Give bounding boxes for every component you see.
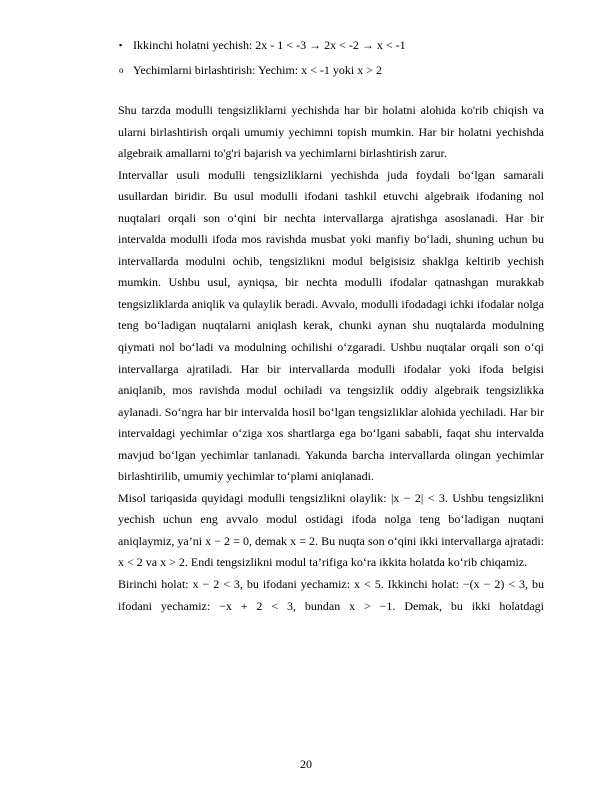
bullet-text: Yechimlarni birlashtirish: Yechim: x < -1 yoki x > 2	[133, 63, 382, 77]
paragraph-cases: Birinchi holat: x − 2 < 3, bu ifodani yechamiz: x < 5. Ikkinchi holat: −(x − 2) < 3, bu ifodani yechamiz: −x + 2 < 3, bundan x > −1. Demak, bu ikki holatdagi	[118, 577, 544, 613]
bullet-item-combine-solutions	[119, 63, 579, 77]
paragraph-example: Misol tariqasida quyidagi modulli tengsizlikni olaylik: |x − 2| < 3. Ushbu tengsizlikni yechish uchun eng avvalo modul ostidagi ifoda nolga teng bo‘ladigan nuqtani aniqlaymiz, ya’ni x − 2 = 0, demak x = 2. Bu nuqta son o‘qini ikki intervallarga ajratadi: x < 2 va x > 2. Endi tengsizlikni modul ta’rifiga ko‘ra ikkita holatda ko‘rib chiqamiz.	[118, 490, 544, 570]
body-text	[118, 100, 544, 617]
square-bullet-icon: ▪	[119, 40, 123, 50]
paragraph-summary: Shu tarzda modulli tengsizliklarni yechishda har bir holatni alohida ko'rib chiqish va ularni birlashtirish orqali umumiy yechimni topish mumkin. Har bir holatni yechishda algebraik amallarni to'g'ri bajarish va yechimlarni birlashtirish zarur.	[118, 103, 544, 161]
page-number: 20	[300, 757, 312, 771]
bullet-item-second-case	[119, 38, 579, 52]
bullet-text: Ikkinchi holatni yechish: 2x - 1 < -3 → 2x < -2 → x < -1	[133, 38, 406, 52]
circle-bullet-icon: o	[119, 65, 124, 75]
paragraph-interval-method: Intervallar usuli modulli tengsizliklarni yechishda juda foydali bo‘lgan samarali usullardan biridir. Bu usul modulli ifodani tashkil etuvchi algebraik ifodaning nol nuqtalari orqali son o‘qini bir nechta intervallarga ajratishga asoslanadi. Har bir intervalda modulli ifoda mos ravishda musbat yoki manfiy bo‘ladi, shuning uchun bu intervallarda modulni ochib, tengsizlikni modul belgisisiz shaklga keltirib yechish mumkin. Ushbu usul, ayniqsa, bir nechta modulli ifodalar qatnashgan murakkab tengsizliklarda aniqlik va qulaylik beradi. Avvalo, modulli ifodadagi ichki ifodalar nolga teng bo‘ladigan nuqtalarni aniqlash kerak, chunki aynan shu nuqtalarda modulning qiymati nol bo‘ladi va modulning ochilishi o‘zgaradi. Ushbu nuqtalar orqali son o‘qi intervallarga ajratiladi. Har bir intervallarda modulli ifodalar yoki ifoda belgisi aniqlanib, mos ravishda modul ochiladi va tengsizlik oddiy algebraik tengsizlikka aylanadi. So‘ngra har bir intervalda hosil bo‘lgan tengsizliklar alohida yechiladi. Har bir intervaldagi yechimlar o‘ziga xos shartlarga ega bo‘lgani sababli, faqat shu intervalda mavjud bo‘lgan yechimlar tanlanadi. Yakunda barcha intervallarda olingan yechimlar birlashtirilib, umumiy yechimlar to‘plami aniqlanadi.	[118, 167, 544, 484]
